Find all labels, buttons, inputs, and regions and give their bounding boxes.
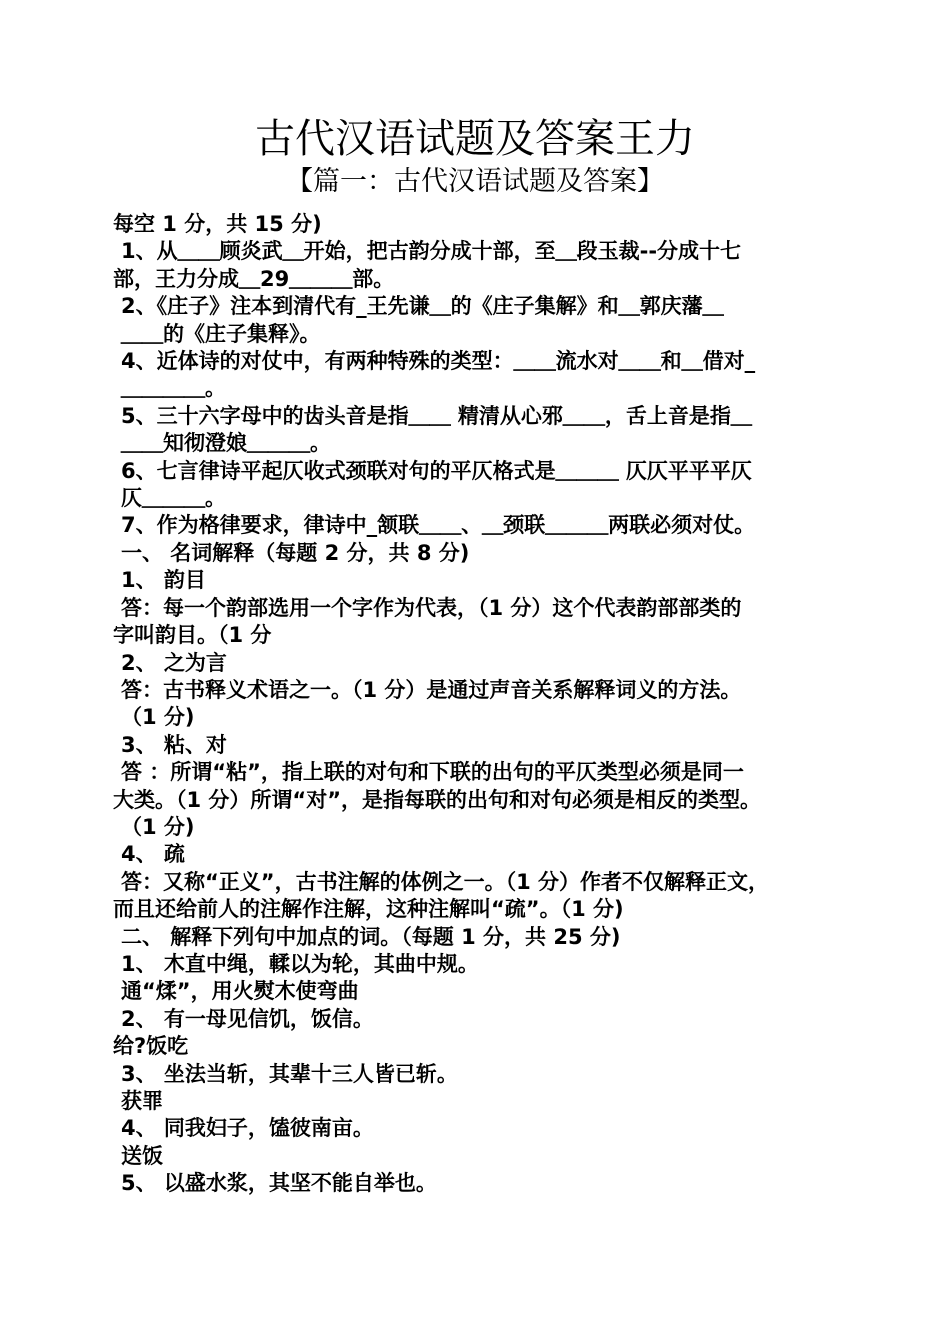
question-line: 1、 韵目 <box>121 568 206 593</box>
question-line: 4、 同我妇子，馌彼南亩。 <box>121 1116 374 1141</box>
question-line: ＿＿＿＿。 <box>121 376 226 401</box>
answer-line: 大类。（1 分）所谓“对”，是指每联的出句和对句必须是相反的类型。 <box>113 787 762 812</box>
question-line: 部，王力分成＿29＿＿＿部。 <box>113 266 395 291</box>
question-line: 7、作为格律要求，律诗中_颔联＿＿、＿颈联＿＿＿两联必须对仗。 <box>121 513 756 538</box>
question-line: 3、 坐法当斩，其辈十三人皆已斩。 <box>121 1061 458 1086</box>
document-body <box>113 211 841 1198</box>
answer-line: 而且还给前人的注解作注解，这种注解叫“疏”。（1 分) <box>113 897 624 922</box>
answer-line: 送饭 <box>121 1143 163 1168</box>
question-line: 6、七言律诗平起仄收式颈联对句的平仄格式是＿＿＿ 仄仄平平平仄 <box>121 458 752 483</box>
answer-line: 答：古书释义术语之一。（1 分）是通过声音关系解释词义的方法。 <box>121 677 742 702</box>
document-subtitle: 【篇一：古代汉语试题及答案】 <box>286 166 664 197</box>
question-line: ＿＿的《庄子集释》。 <box>121 321 321 346</box>
answer-line: 通“煣”，用火熨木使弯曲 <box>121 979 359 1004</box>
question-line: 3、 粘、对 <box>121 732 227 757</box>
answer-line: 答：每一个韵部选用一个字作为代表，（1 分）这个代表韵部部类的 <box>121 595 742 620</box>
question-line: 5、三十六字母中的齿头音是指＿＿ 精清从心邪＿＿，舌上音是指＿ <box>121 403 752 428</box>
section-header-fill-blank: 每空 1 分，共 15 分) <box>113 212 322 236</box>
question-line: ＿＿知彻澄娘＿＿＿。 <box>121 431 331 456</box>
question-line: 2、 有一母见信饥，饭信。 <box>121 1006 374 1031</box>
question-line: 2、《庄子》注本到清代有_王先谦＿的《庄子集解》和＿郭庆藩＿ <box>121 294 724 319</box>
section-header-explain: 二、 解释下列句中加点的词。（每题 1 分，共 25 分) <box>121 924 621 949</box>
question-line: 4、近体诗的对仗中，有两种特殊的类型：＿＿流水对＿＿和＿借对_ <box>121 349 756 374</box>
answer-line: 字叫韵目。（1 分 <box>113 623 272 648</box>
question-line: 仄＿＿＿。 <box>121 486 226 511</box>
question-line: 5、 以盛水浆，其坚不能自举也。 <box>121 1171 437 1196</box>
question-line: 1、 木直中绳，輮以为轮，其曲中规。 <box>121 951 479 976</box>
answer-line: 答：又称“正义”，古书注解的体例之一。（1 分）作者不仅解释正文， <box>121 869 770 894</box>
answer-line: （1 分) <box>121 705 195 730</box>
answer-line: 答 ：所谓“粘”，指上联的对句和下联的出句的平仄类型必须是同一 <box>121 760 744 785</box>
question-line: 1、从＿＿顾炎武＿开始，把古韵分成十部，至＿段玉裁--分成十七 <box>121 239 742 264</box>
document-title: 古代汉语试题及答案王力 <box>255 116 695 162</box>
question-line: 2、 之为言 <box>121 650 227 675</box>
question-line: 4、 疏 <box>121 842 185 867</box>
answer-line: 给?饭吃 <box>113 1034 189 1059</box>
answer-line: （1 分) <box>121 814 195 839</box>
section-header-terms: 一、 名词解释（每题 2 分，共 8 分) <box>121 540 470 565</box>
answer-line: 获罪 <box>121 1089 163 1113</box>
